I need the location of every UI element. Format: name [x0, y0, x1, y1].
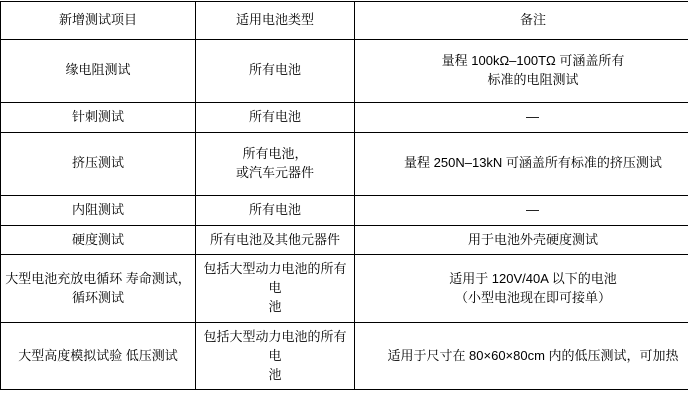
cell-note: 量程 250N–13kN 可涵盖所有标准的挤压测试 [355, 132, 688, 195]
table-row [1, 39, 688, 102]
cell-battery-type: 所有电池及其他元器件 [196, 225, 355, 255]
cell-battery-line: 池 [200, 366, 350, 385]
cell-battery-type [196, 322, 355, 390]
cell-battery-line: 或汽车元器件 [200, 164, 350, 183]
spec-table [0, 1, 688, 390]
table-row [1, 195, 688, 225]
cell-note: 适用于尺寸在 80×60×80cm 内的低压测试，可加热 [355, 322, 688, 390]
cell-battery-type [196, 255, 355, 323]
cell-note-line: 量程 100kΩ–100TΩ 可涵盖所有 [359, 52, 688, 71]
cell-battery-type: 所有电池 [196, 39, 355, 102]
column-header-item: 新增测试项目 [1, 2, 196, 40]
table-row [1, 255, 688, 323]
cell-item: 大型高度模拟试验 低压测试 [1, 322, 196, 390]
cell-note: 用于电池外壳硬度测试 [355, 225, 688, 255]
cell-battery-line: 所有电池， [200, 145, 350, 164]
table-row [1, 102, 688, 132]
cell-note-line: 适用于 120V/40A 以下的电池 [359, 270, 688, 289]
cell-note: — [355, 102, 688, 132]
cell-battery-line: 包括大型动力电池的所有电 [200, 328, 350, 366]
table-row [1, 225, 688, 255]
column-header-battery-type: 适用电池类型 [196, 2, 355, 40]
table-row [1, 322, 688, 390]
cell-item: 针刺测试 [1, 102, 196, 132]
cell-item: 缘电阻测试 [1, 39, 196, 102]
cell-battery-line: 包括大型动力电池的所有电 [200, 260, 350, 298]
cell-battery-line: 池 [200, 298, 350, 317]
cell-note-line: （小型电池现在即可接单） [359, 289, 688, 308]
cell-item: 大型电池充放电循环 寿命测试，循环测试 [1, 255, 196, 323]
column-header-note: 备注 [355, 2, 688, 40]
cell-note: — [355, 195, 688, 225]
cell-battery-type: 所有电池 [196, 195, 355, 225]
cell-note [355, 255, 688, 323]
cell-note-line: 标准的电阻测试 [359, 71, 688, 90]
cell-item: 硬度测试 [1, 225, 196, 255]
document-sheet [0, 1, 688, 404]
cell-battery-type [196, 132, 355, 195]
cell-battery-type: 所有电池 [196, 102, 355, 132]
cell-item: 内阻测试 [1, 195, 196, 225]
cell-note [355, 39, 688, 102]
table-row [1, 132, 688, 195]
cell-item: 挤压测试 [1, 132, 196, 195]
table-header-row [1, 2, 688, 40]
